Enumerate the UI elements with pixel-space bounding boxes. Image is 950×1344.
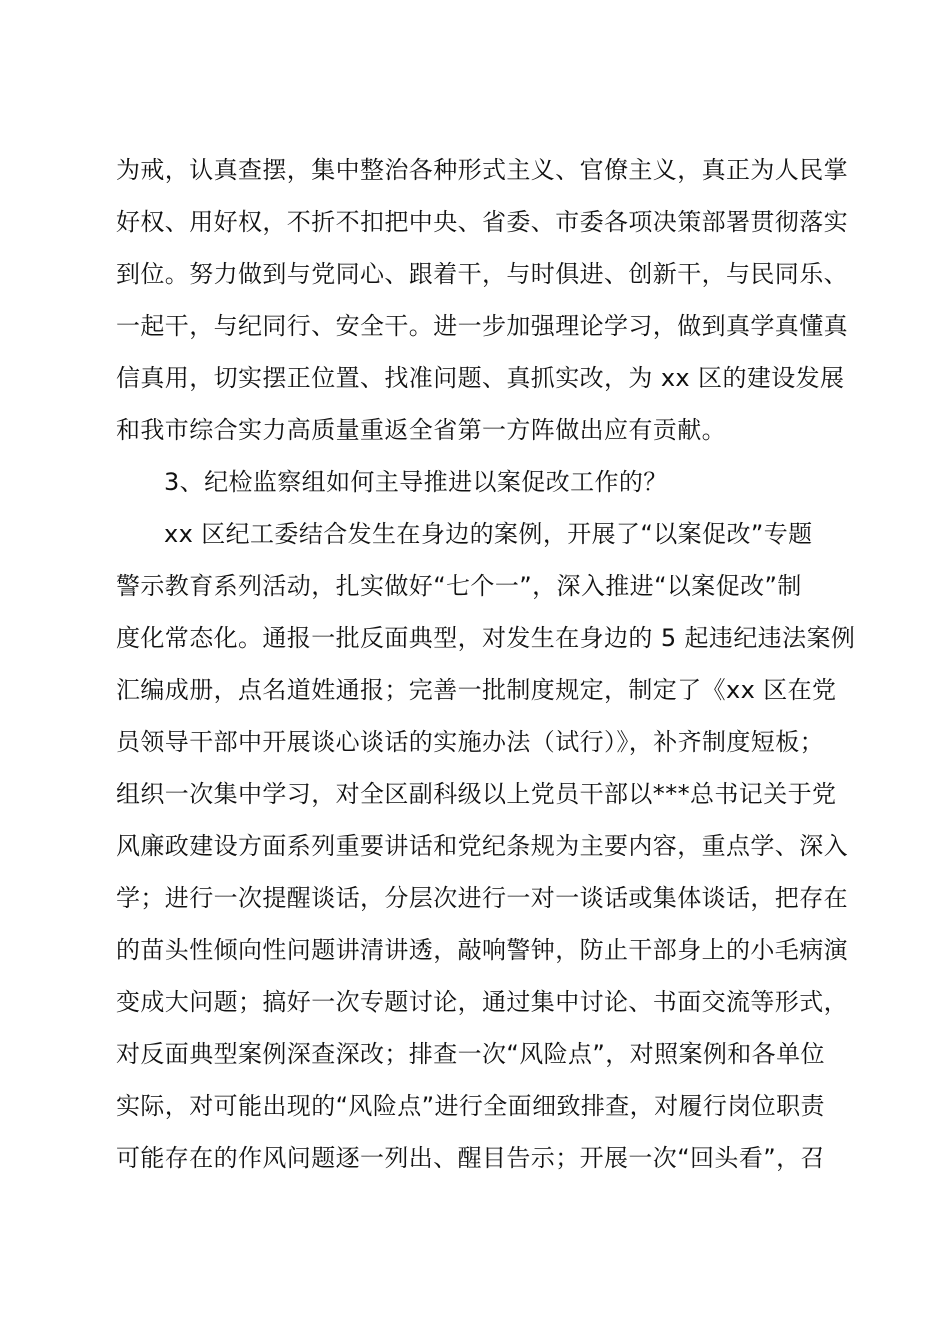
paragraph-first-line: xx 区纪工委结合发生在身边的案例，开展了“以案促改”专题 [164,520,813,548]
text-line: 和我市综合实力高质量重返全省第一方阵做出应有贡献。 [116,416,726,444]
text-line: 对反面典型案例深查深改；排查一次“风险点”，对照案例和各单位 [116,1040,825,1068]
text-line: 学；进行一次提醒谈话，分层次进行一对一谈话或集体谈话，把存在 [116,884,848,912]
text-line: 到位。努力做到与党同心、跟着干，与时俱进、创新干，与民同乐、 [116,260,848,288]
text-line: 变成大问题；搞好一次专题讨论，通过集中讨论、书面交流等形式， [116,988,848,1016]
text-line: 的苗头性倾向性问题讲清讲透，敲响警钟，防止干部身上的小毛病演 [116,936,848,964]
text-line: 员领导干部中开展谈心谈话的实施办法（试行）》，补齐制度短板； [116,728,824,756]
text-line: 可能存在的作风问题逐一列出、醒目告示；开展一次“回头看”，召 [116,1144,825,1172]
text-line: 信真用，切实摆正位置、找准问题、真抓实改，为 xx 区的建设发展 [116,364,845,392]
text-line: 实际，对可能出现的“风险点”进行全面细致排查，对履行岗位职责 [116,1092,825,1120]
section-heading: 3、纪检监察组如何主导推进以案促改工作的？ [164,468,668,496]
text-line: 好权、用好权，不折不扣把中央、省委、市委各项决策部署贯彻落实 [116,208,848,236]
text-line: 一起干，与纪同行、安全干。进一步加强理论学习，做到真学真懂真 [116,312,848,340]
text-line: 组织一次集中学习，对全区副科级以上党员干部以***总书记关于党 [116,780,837,808]
text-line: 度化常态化。通报一批反面典型，对发生在身边的 5 起违纪违法案例 [116,624,856,652]
text-line: 警示教育系列活动，扎实做好“七个一”，深入推进“以案促改”制 [116,572,802,600]
text-line: 汇编成册，点名道姓通报；完善一批制度规定，制定了《xx 区在党 [116,676,837,704]
text-line: 风廉政建设方面系列重要讲话和党纪条规为主要内容，重点学、深入 [116,832,848,860]
text-line: 为戒，认真查摆，集中整治各种形式主义、官僚主义，真正为人民掌 [116,156,848,184]
